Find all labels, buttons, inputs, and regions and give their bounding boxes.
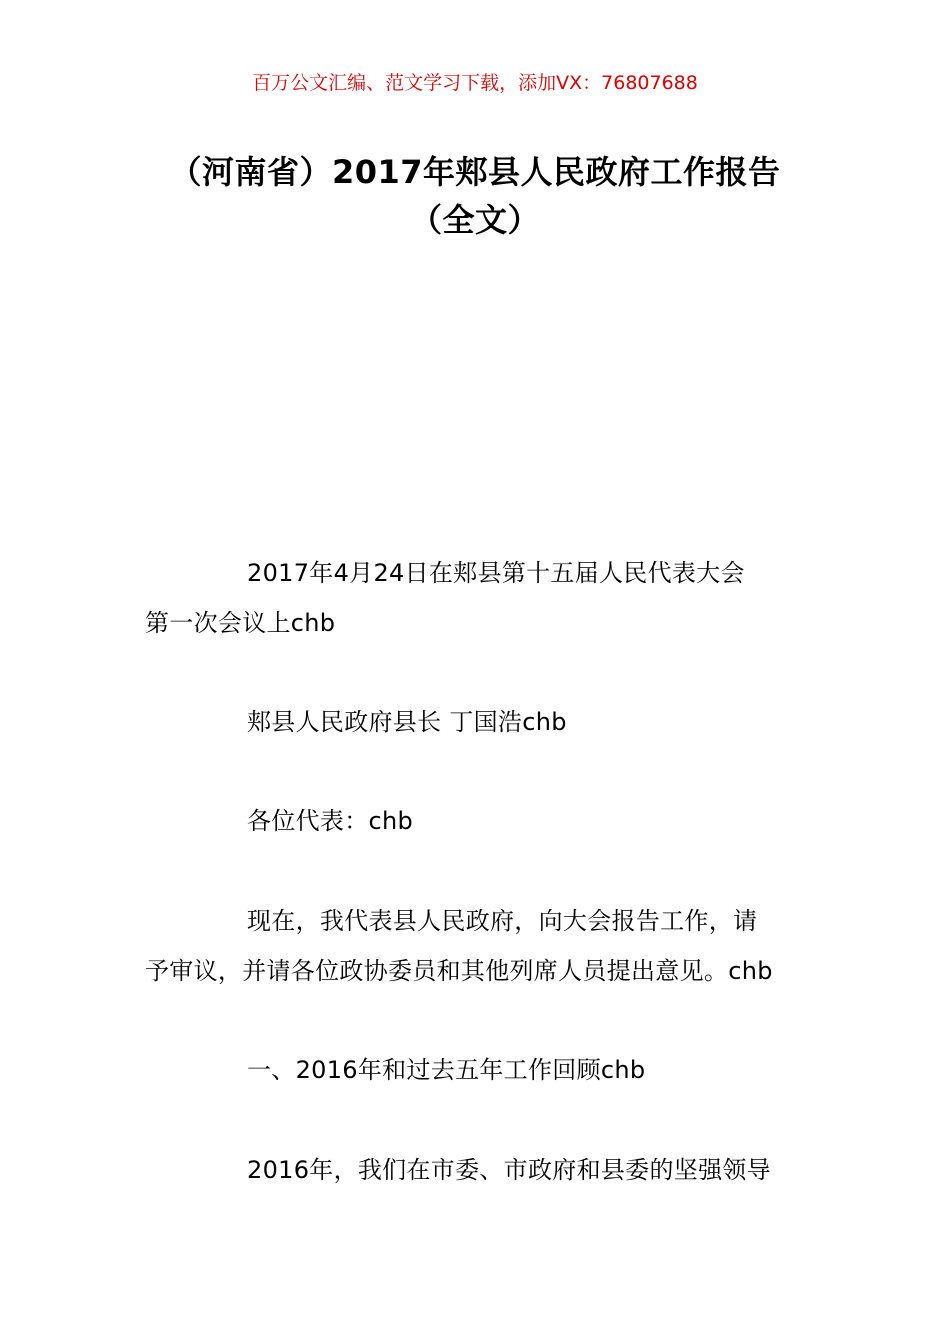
paragraph-line: 一、2016年和过去五年工作回顾chb [247,1056,646,1084]
paragraph-speaker [145,697,810,747]
paragraph-line: 各位代表：chb [247,807,414,835]
paragraph-line: 现在，我代表县人民政府，向大会报告工作，请 [247,907,758,935]
title-line-1: （河南省）2017年郏县人民政府工作报告 [169,153,781,191]
paragraph-line: 予审议，并请各位政协委员和其他列席人员提出意见。chb [145,957,773,985]
header-watermark-note: 百万公文汇编、范文学习下载，添加VX：76807688 [252,72,698,94]
paragraph-meeting-info [145,548,810,648]
paragraph-2016-start [145,1145,810,1195]
paragraph-line: 2017年4月24日在郏县第十五届人民代表大会 [247,559,745,587]
document-title [120,148,830,244]
paragraph-line: 郏县人民政府县长 丁国浩chb [247,708,567,736]
paragraph-opening [145,896,810,996]
paragraph-line: 第一次会议上chb [145,609,336,637]
section-heading-review [145,1045,810,1095]
paragraph-salutation [145,796,810,846]
title-line-2: （全文） [409,201,540,239]
paragraph-line: 2016年，我们在市委、市政府和县委的坚强领导 [247,1156,771,1184]
